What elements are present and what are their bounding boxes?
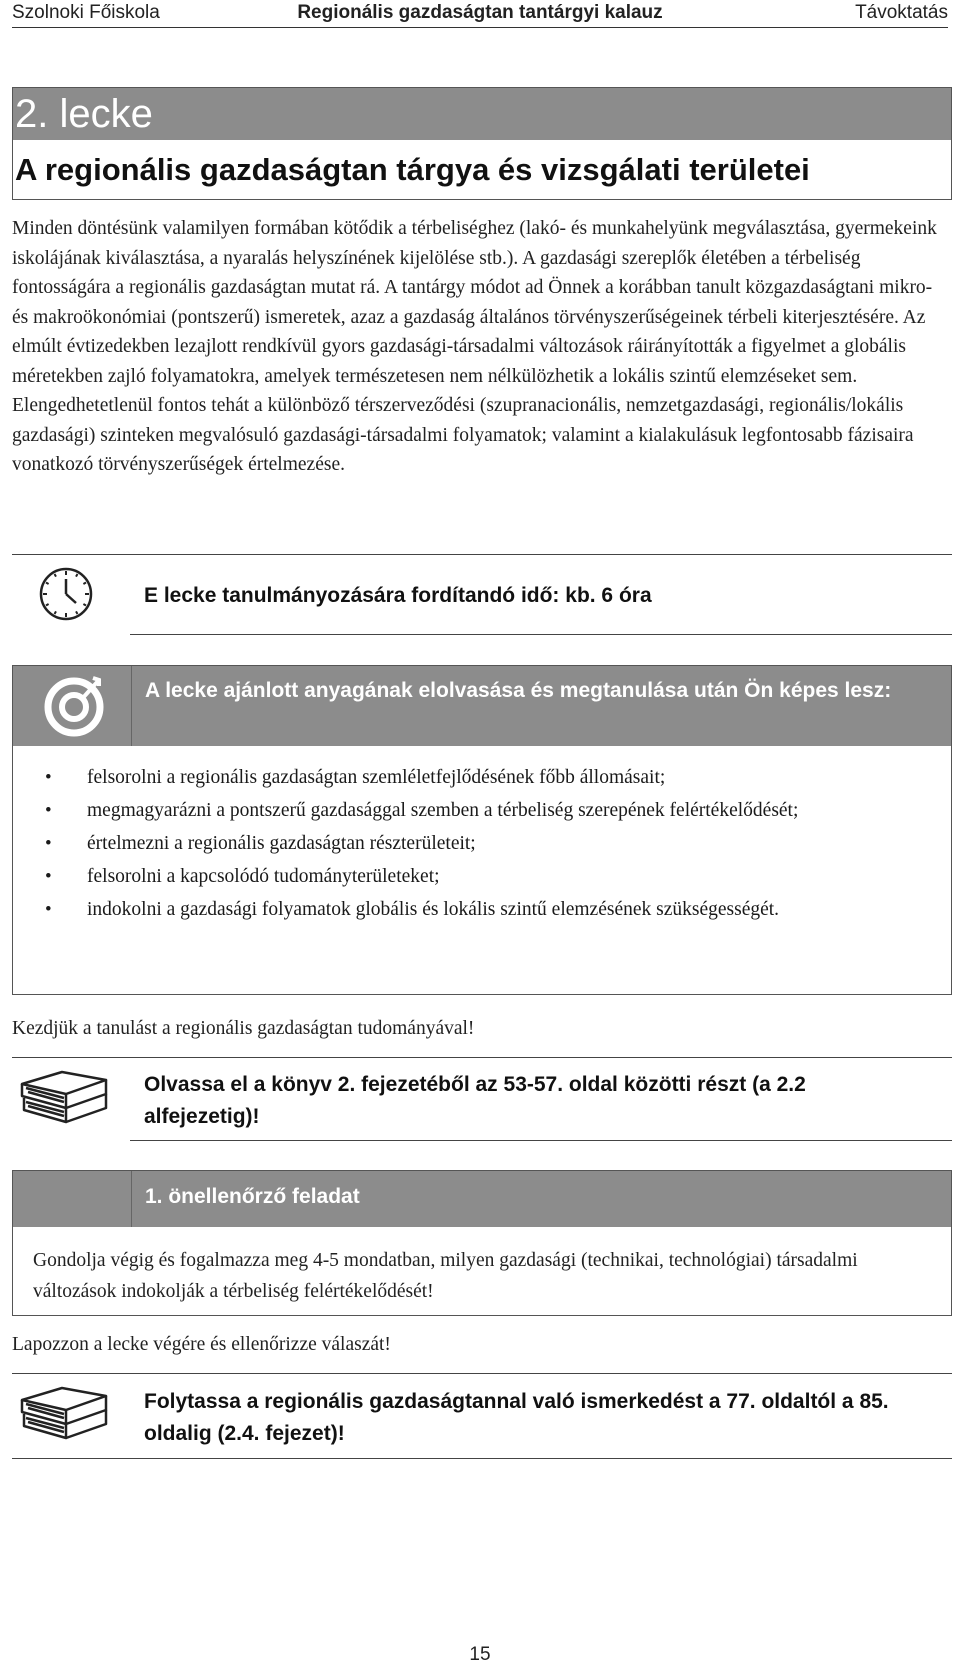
bullet: • — [45, 800, 52, 821]
divider — [130, 1140, 952, 1141]
learning-goals-header — [13, 666, 951, 746]
divider — [130, 634, 952, 635]
list-item — [31, 762, 931, 793]
lesson-title: A regionális gazdaságtan tárgya és vizsgálati területei — [15, 152, 810, 187]
divider — [12, 1458, 952, 1459]
self-check-task-header — [13, 1171, 951, 1227]
self-check-task-box — [12, 1170, 952, 1316]
target-icon — [41, 672, 107, 738]
bullet: • — [45, 767, 52, 788]
list-item-text: indokolni a gazdasági folyamatok globális és lokális szintű elemzésének szükségességét. — [87, 899, 780, 920]
header-mode: Távoktatás — [855, 2, 948, 23]
divider — [12, 554, 952, 555]
learning-goals-title: A lecke ajánlott anyagának elolvasása és megtanulása után Ön képes lesz: — [145, 679, 892, 702]
list-item — [31, 828, 931, 859]
book-icon — [18, 1066, 110, 1126]
header-institution: Szolnoki Főiskola — [12, 2, 160, 23]
divider — [12, 1057, 952, 1058]
start-line: Kezdjük a tanulást a regionális gazdaságtan tudományával! — [12, 1018, 475, 1039]
list-item — [31, 861, 931, 892]
list-item — [31, 795, 931, 826]
running-header — [12, 0, 948, 28]
answer-hint: Lapozzon a lecke végére és ellenőrizze válaszát! — [12, 1334, 391, 1355]
lesson-number: 2. lecke — [13, 88, 951, 140]
list-item-text: megmagyarázni a pontszerű gazdasággal szemben a térbeliség szerepének felértékelődését; — [87, 800, 799, 821]
lesson-title-box — [12, 87, 952, 200]
reading-assignment-1: Olvassa el a könyv 2. fejezetéből az 53-57. oldal közötti részt (a 2.2 alfejezetig)! — [144, 1073, 806, 1128]
clock-icon — [38, 566, 94, 622]
list-item-text: értelmezni a regionális gazdaságtan részterületeit; — [87, 833, 476, 854]
bullet: • — [45, 866, 52, 887]
intro-paragraph: Minden döntésünk valamilyen formában kötődik a térbeliséghez (lakó- és munkahelyünk megválasztása, gyermekeink iskolájának kiválasztása, a nyaralás helyszínének kijelölése stb.). A gazdasági szereplők életében a térbeliség fontosságára a regionális gazdaságtan mutat rá. A tantárgy módot ad Önnek a korábban tanult közgazdaságtani mikro- és makroökonómiai (pontszerű) ismeretek, azaz a gazdaság általános törvényszerűségeinek térbeli kiterjesztésére. Az elmúlt évtizedekben lezajlott rendkívül gyors gazdasági-társadalmi változások ráirányították a figyelmet a globális méretekben zajló folyamatokra, amelyek természetesen nem nélkülözhetik a lokális szintű elemzéseket sem. Elengedhetetlenül fontos tehát a különböző térszerveződési (szupranacionális, nemzetgazdasági, regionális/lokális gazdasági) szinteken megvalósuló gazdasági-társadalmi folyamatok; valamint a kialakulásuk legfontosabb fázisaira vonatkozó törvényszerűségek értelmezése. — [12, 218, 937, 475]
divider — [131, 666, 132, 746]
divider — [131, 1171, 132, 1227]
book-icon — [18, 1382, 110, 1442]
header-course-title: Regionális gazdaságtan tantárgyi kalauz — [297, 2, 663, 23]
reading-assignment-2: Folytassa a regionális gazdaságtannal való ismerkedést a 77. oldaltól a 85. oldalig (2.4. fejezet)! — [144, 1390, 889, 1445]
study-time: E lecke tanulmányozására fordítandó idő: kb. 6 óra — [144, 584, 652, 607]
page-number: 15 — [469, 1644, 491, 1665]
list-item — [31, 894, 931, 925]
bullet: • — [45, 899, 52, 920]
bullet: • — [45, 833, 52, 854]
learning-goals-box — [12, 665, 952, 995]
list-item-text: felsorolni a regionális gazdaságtan szemléletfejlődésének főbb állomásait; — [87, 767, 666, 788]
learning-goals-list — [31, 762, 931, 927]
list-item-text: felsorolni a kapcsolódó tudományterületeket; — [87, 866, 440, 887]
divider — [12, 1373, 952, 1374]
self-check-task-body: Gondolja végig és fogalmazza meg 4-5 mondatban, milyen gazdasági (technikai, technológiai) társadalmi változások indokolják a térbeliség felértékelődését! — [33, 1250, 858, 1302]
self-check-task-title: 1. önellenőrző feladat — [145, 1185, 360, 1208]
